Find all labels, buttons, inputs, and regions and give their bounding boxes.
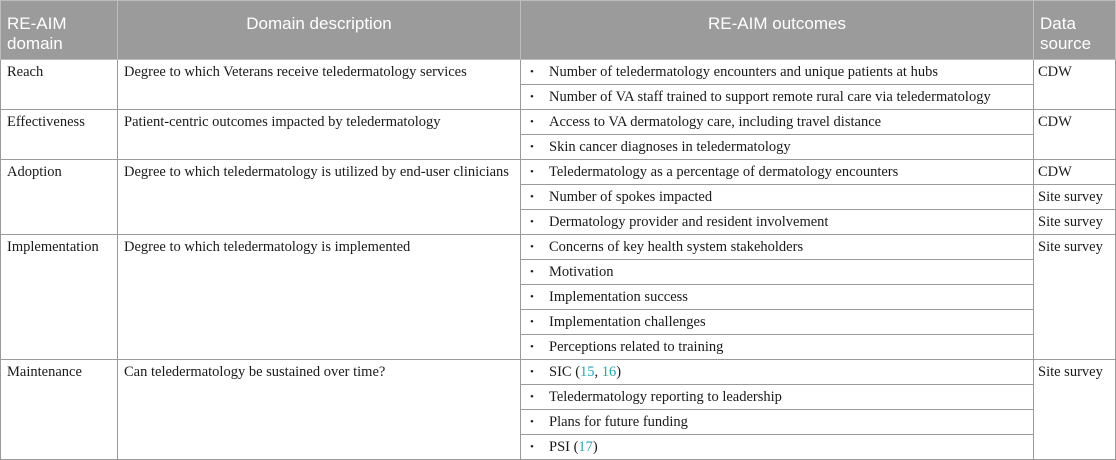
outcome-cell bbox=[521, 160, 1034, 185]
bullet: • bbox=[530, 441, 534, 453]
outcome-cell bbox=[521, 85, 1034, 110]
header-source-line1: Data bbox=[1040, 14, 1076, 33]
bullet: • bbox=[530, 66, 534, 78]
outcome-cell bbox=[521, 185, 1034, 210]
sic-separator: , bbox=[594, 364, 602, 380]
domain-cell-reach: Reach bbox=[1, 60, 118, 110]
header-domain-line2: domain bbox=[7, 34, 63, 53]
description-cell-maintenance: Can teledermatology be sustained over time? bbox=[118, 360, 521, 460]
outcome-text: Implementation success bbox=[549, 289, 688, 305]
outcome-text: Implementation challenges bbox=[549, 314, 706, 330]
bullet: • bbox=[530, 316, 534, 328]
domain-cell-effectiveness: Effectiveness bbox=[1, 110, 118, 160]
outcome-text: Teledermatology reporting to leadership bbox=[549, 389, 782, 405]
outcome-text: Skin cancer diagnoses in teledermatology bbox=[549, 139, 791, 155]
table-row bbox=[1, 160, 1116, 185]
outcome-text: Concerns of key health system stakeholders bbox=[549, 239, 804, 255]
domain-cell-maintenance: Maintenance bbox=[1, 360, 118, 460]
header-row bbox=[1, 1, 1116, 60]
header-source bbox=[1034, 1, 1116, 60]
outcome-cell bbox=[521, 435, 1034, 460]
description-cell-effectiveness: Patient-centric outcomes impacted by teledermatology bbox=[118, 110, 521, 160]
outcome-text: Motivation bbox=[549, 264, 614, 280]
source-cell-implementation: Site survey bbox=[1034, 235, 1116, 360]
header-domain-line1: RE-AIM bbox=[7, 14, 67, 33]
outcome-text: Plans for future funding bbox=[549, 414, 688, 430]
outcome-cell bbox=[521, 385, 1034, 410]
source-cell-maintenance: Site survey bbox=[1034, 360, 1116, 460]
outcome-cell bbox=[521, 235, 1034, 260]
outcome-text: Number of teledermatology encounters and unique patients at hubs bbox=[549, 64, 938, 80]
header-outcomes: RE-AIM outcomes bbox=[521, 1, 1034, 60]
description-cell-adoption: Degree to which teledermatology is utilized by end-user clinicians bbox=[118, 160, 521, 235]
psi-prefix: PSI ( bbox=[549, 439, 579, 455]
source-cell: CDW bbox=[1034, 160, 1116, 185]
header-source-line2: source bbox=[1040, 34, 1092, 53]
description-cell-reach: Degree to which Veterans receive teledermatology services bbox=[118, 60, 521, 110]
outcome-cell bbox=[521, 60, 1034, 85]
reference-link-16[interactable]: 16 bbox=[601, 364, 617, 380]
domain-cell-adoption: Adoption bbox=[1, 160, 118, 235]
header-domain bbox=[1, 1, 118, 60]
sic-suffix: ) bbox=[616, 364, 622, 380]
bullet: • bbox=[530, 341, 534, 353]
description-cell-implementation: Degree to which teledermatology is implemented bbox=[118, 235, 521, 360]
outcome-cell bbox=[521, 135, 1034, 160]
outcome-text: Perceptions related to training bbox=[549, 339, 724, 355]
outcome-text-sic bbox=[549, 364, 621, 380]
reference-link-17[interactable]: 17 bbox=[578, 439, 593, 455]
outcome-text-psi bbox=[549, 439, 598, 455]
outcome-text: Number of VA staff trained to support remote rural care via teledermatology bbox=[549, 89, 991, 105]
bullet: • bbox=[530, 116, 534, 128]
reference-link-15[interactable]: 15 bbox=[580, 364, 595, 380]
outcome-cell bbox=[521, 335, 1034, 360]
bullet: • bbox=[530, 266, 534, 278]
outcome-text: Access to VA dermatology care, including travel distance bbox=[549, 114, 882, 130]
header-description: Domain description bbox=[118, 1, 521, 60]
sic-prefix: SIC ( bbox=[549, 364, 581, 380]
bullet: • bbox=[530, 241, 534, 253]
domain-cell-implementation: Implementation bbox=[1, 235, 118, 360]
bullet: • bbox=[530, 166, 534, 178]
bullet: • bbox=[530, 366, 534, 378]
outcome-text: Teledermatology as a percentage of dermatology encounters bbox=[549, 164, 899, 180]
source-cell: Site survey bbox=[1034, 210, 1116, 235]
outcome-text: Number of spokes impacted bbox=[549, 189, 713, 205]
source-cell: Site survey bbox=[1034, 185, 1116, 210]
outcome-cell bbox=[521, 285, 1034, 310]
outcome-cell bbox=[521, 410, 1034, 435]
bullet: • bbox=[530, 141, 534, 153]
bullet: • bbox=[530, 291, 534, 303]
outcome-cell bbox=[521, 260, 1034, 285]
bullet: • bbox=[530, 91, 534, 103]
outcome-cell bbox=[521, 360, 1034, 385]
table-row bbox=[1, 110, 1116, 135]
outcome-text: Dermatology provider and resident involvement bbox=[549, 214, 829, 230]
source-cell-effectiveness: CDW bbox=[1034, 110, 1116, 160]
psi-suffix: ) bbox=[592, 439, 598, 455]
source-cell-reach: CDW bbox=[1034, 60, 1116, 110]
table-row bbox=[1, 235, 1116, 260]
table-row bbox=[1, 60, 1116, 85]
outcome-cell bbox=[521, 110, 1034, 135]
bullet: • bbox=[530, 416, 534, 428]
outcome-cell bbox=[521, 310, 1034, 335]
bullet: • bbox=[530, 191, 534, 203]
bullet: • bbox=[530, 391, 534, 403]
table-row bbox=[1, 360, 1116, 385]
outcome-cell bbox=[521, 210, 1034, 235]
bullet: • bbox=[530, 216, 534, 228]
